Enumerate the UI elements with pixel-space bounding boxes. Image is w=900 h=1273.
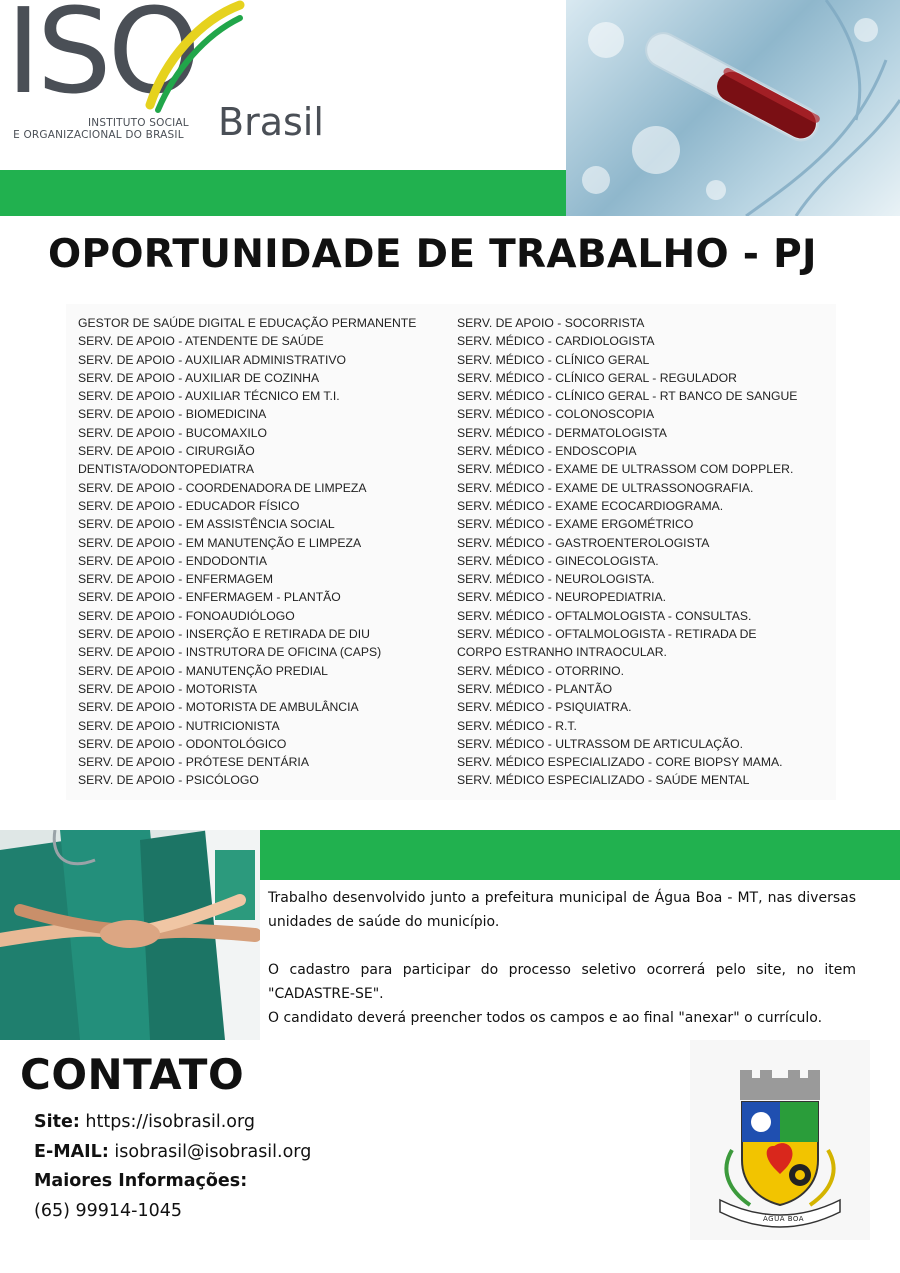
contact-site: [34, 1108, 311, 1138]
list-item: SERV. DE APOIO - AUXILIAR DE COZINHA: [78, 370, 320, 385]
list-item: SERV. DE APOIO - MANUTENÇÃO PREDIAL: [78, 663, 328, 678]
description-text: [268, 886, 856, 1030]
list-item: SERV. MÉDICO - PSIQUIATRA.: [457, 700, 632, 715]
coat-of-arms-icon: [690, 1040, 870, 1240]
list-item: DENTISTA/ODONTOPEDIATRA: [78, 462, 255, 477]
list-item: SERV. DE APOIO - PSICÓLOGO: [78, 773, 259, 788]
contact-email: [34, 1138, 311, 1168]
list-item: SERV. DE APOIO - BIOMEDICINA: [78, 407, 267, 422]
ribbon-text: ÁGUA BOA: [763, 1215, 805, 1223]
team-hands-illustration-icon: [0, 830, 260, 1040]
list-item: SERV. DE APOIO - EM ASSISTÊNCIA SOCIAL: [78, 517, 335, 532]
list-item: SERV. MÉDICO - EXAME ERGOMÉTRICO: [457, 517, 694, 532]
section-green-bar: [260, 830, 900, 880]
team-hands-photo: [0, 830, 260, 1040]
list-item: SERV. DE APOIO - EDUCADOR FÍSICO: [78, 498, 300, 513]
list-item: SERV. MÉDICO - OTORRINO.: [457, 663, 625, 678]
agua-boa-coat-of-arms: [690, 1040, 870, 1240]
list-item: SERV. DE APOIO - MOTORISTA: [78, 681, 258, 696]
contact-info: [34, 1108, 311, 1226]
hero-image-blood-tube: [566, 0, 900, 216]
logo-brasil-text: Brasil: [218, 100, 324, 144]
list-item: SERV. MÉDICO - PLANTÃO: [457, 681, 613, 696]
site-link[interactable]: https://isobrasil.org: [85, 1112, 255, 1132]
list-item: SERV. MÉDICO - CLÍNICO GERAL - RT BANCO DE SANGUE: [457, 389, 798, 404]
list-item: SERV. DE APOIO - CIRURGIÃO: [78, 444, 255, 459]
list-item: SERV. DE APOIO - FONOAUDIÓLOGO: [78, 608, 295, 623]
list-item: SERV. MÉDICO - ULTRASSOM DE ARTICULAÇÃO.: [457, 736, 744, 751]
list-item: GESTOR DE SAÚDE DIGITAL E EDUCAÇÃO PERMANENTE: [78, 316, 417, 330]
list-item: SERV. DE APOIO - ENFERMAGEM: [78, 572, 274, 587]
list-item: SERV. MÉDICO - CLÍNICO GERAL: [457, 352, 650, 367]
list-item: SERV. DE APOIO - INSTRUTORA DE OFICINA (CAPS): [78, 645, 382, 660]
list-item: SERV. MÉDICO - EXAME DE ULTRASSONOGRAFIA.: [457, 480, 754, 495]
list-item: CORPO ESTRANHO INTRAOCULAR.: [457, 645, 667, 660]
list-item: SERV. DE APOIO - PRÓTESE DENTÁRIA: [78, 755, 309, 770]
list-item: SERV. MÉDICO - EXAME DE ULTRASSOM COM DOPPLER.: [457, 462, 794, 477]
list-item: SERV. MÉDICO - DERMATOLOGISTA: [457, 425, 667, 440]
list-item: SERV. DE APOIO - NUTRICIONISTA: [78, 718, 280, 733]
list-item: SERV. MÉDICO - GINECOLOGISTA.: [457, 553, 659, 568]
page-title: OPORTUNIDADE DE TRABALHO - PJ: [48, 232, 817, 277]
list-item: SERV. MÉDICO - ENDOSCOPIA: [457, 444, 637, 459]
list-item: SERV. DE APOIO - AUXILIAR ADMINISTRATIVO: [78, 352, 346, 367]
list-item: SERV. MÉDICO - OFTALMOLOGISTA - RETIRADA DE: [457, 627, 757, 642]
list-item: SERV. DE APOIO - ODONTOLÓGICO: [78, 736, 287, 751]
list-item: SERV. DE APOIO - EM MANUTENÇÃO E LIMPEZA: [78, 535, 362, 550]
list-item: SERV. MÉDICO - GASTROENTEROLOGISTA: [457, 535, 710, 550]
description-paragraph: O cadastro para participar do processo seletivo ocorrerá pelo site, no item "CADASTRE-SE".: [268, 962, 856, 1002]
contact-phone[interactable]: (65) 99914-1045: [34, 1200, 183, 1221]
list-item: SERV. DE APOIO - AUXILIAR TÉCNICO EM T.I.: [78, 389, 340, 404]
job-list-box: [66, 304, 836, 800]
description-paragraph: O candidato deverá preencher todos os campos e ao final "anexar" o currículo.: [268, 1010, 823, 1026]
list-item: SERV. DE APOIO - COORDENADORA DE LIMPEZA: [78, 480, 367, 495]
list-item: SERV. MÉDICO - NEUROPEDIATRIA.: [457, 590, 667, 605]
list-item: SERV. MÉDICO - OFTALMOLOGISTA - CONSULTAS.: [457, 608, 752, 623]
list-item: SERV. DE APOIO - BUCOMAXILO: [78, 425, 267, 440]
list-item: SERV. MÉDICO - CLÍNICO GERAL - REGULADOR: [457, 370, 737, 385]
site-label: Site:: [34, 1112, 80, 1132]
list-item: SERV. MÉDICO ESPECIALIZADO - SAÚDE MENTAL: [457, 773, 750, 788]
job-list-right-column: [457, 314, 832, 790]
email-link[interactable]: isobrasil@isobrasil.org: [114, 1141, 312, 1162]
list-item: SERV. MÉDICO - COLONOSCOPIA: [457, 407, 655, 422]
description-paragraph: Trabalho desenvolvido junto a prefeitura municipal de Água Boa - MT, nas diversas unidades de saúde do município.: [268, 890, 856, 930]
contact-more-info: Maiores Informações:: [34, 1171, 248, 1191]
list-item: SERV. DE APOIO - ENDODONTIA: [78, 553, 267, 568]
logo-main-text: ISO: [6, 0, 197, 120]
logo-subtitle-line2: E ORGANIZACIONAL DO BRASIL: [13, 129, 184, 141]
list-item: SERV. DE APOIO - ATENDENTE DE SAÚDE: [78, 334, 324, 349]
logo-subtitle: [8, 117, 189, 141]
list-item: SERV. DE APOIO - MOTORISTA DE AMBULÂNCIA: [78, 700, 359, 715]
list-item: SERV. MÉDICO - CARDIOLOGISTA: [457, 334, 655, 349]
logo-subtitle-line1: INSTITUTO SOCIAL: [88, 117, 189, 129]
iso-brasil-logo: [0, 0, 566, 170]
email-label: E-MAIL:: [34, 1141, 109, 1162]
list-item: SERV. MÉDICO - R.T.: [457, 718, 577, 733]
header-green-bar: [0, 170, 566, 216]
list-item: SERV. DE APOIO - ENFERMAGEM - PLANTÃO: [78, 590, 341, 605]
dna-illustration-icon: [566, 0, 900, 216]
contact-title: CONTATO: [20, 1050, 245, 1099]
list-item: SERV. MÉDICO - EXAME ECOCARDIOGRAMA.: [457, 498, 724, 513]
list-item: SERV. MÉDICO ESPECIALIZADO - CORE BIOPSY MAMA.: [457, 755, 783, 770]
job-list-left-column: [78, 314, 448, 790]
list-item: SERV. DE APOIO - INSERÇÃO E RETIRADA DE DIU: [78, 627, 370, 642]
list-item: SERV. MÉDICO - NEUROLOGISTA.: [457, 572, 655, 587]
list-item: SERV. DE APOIO - SOCORRISTA: [457, 316, 645, 330]
